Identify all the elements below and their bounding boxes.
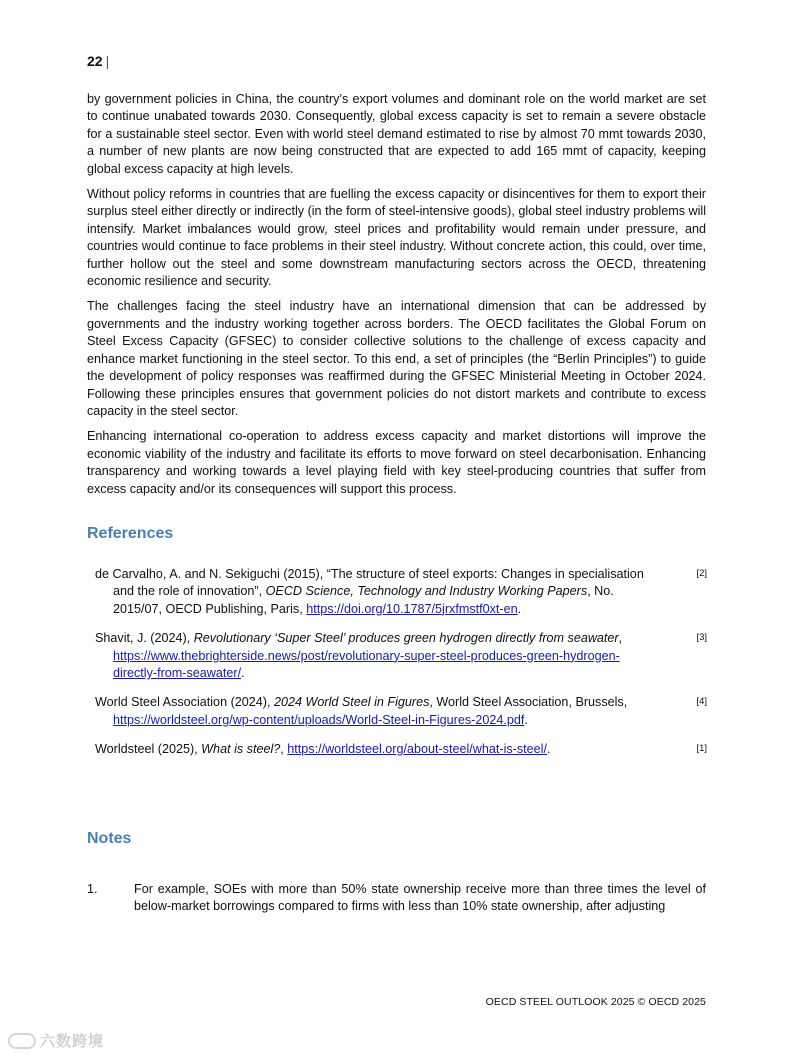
- reference-title: Revolutionary ‘Super Steel’ produces green hydrogen directly from seawater: [193, 631, 619, 646]
- reference-title: OECD Science, Technology and Industry Working Papers: [265, 584, 588, 599]
- reference-item: [95, 741, 707, 758]
- reference-end: .: [524, 712, 528, 727]
- watermark-logo-icon: [8, 1033, 36, 1049]
- references-heading: References: [87, 525, 174, 542]
- reference-item: [95, 630, 707, 682]
- reference-link[interactable]: https://worldsteel.org/about-steel/what-is-steel/: [287, 742, 547, 757]
- reference-tail: , World Steel Association, Brussels,: [429, 695, 628, 710]
- reference-number: [2]: [696, 568, 707, 579]
- page-number: [87, 53, 109, 69]
- reference-number: [1]: [696, 743, 707, 755]
- notes-list: [87, 881, 706, 916]
- reference-lead: Worldsteel (2025),: [95, 742, 202, 757]
- references-list: [95, 566, 707, 771]
- page-number-separator: |: [105, 53, 110, 69]
- body-paragraph: by government policies in China, the country’s export volumes and dominant role on the world market are set to continue unabated towards 2030. Consequently, global excess capacity is set to remain a severe obstacle for a sustainable steel sector. Even with world steel demand estimated to rise by almost 70 mmt towards 2030, a number of new plants are now being constructed that are expected to add 165 mmt of capacity, keeping global excess capacity at high levels.: [87, 92, 706, 176]
- reference-item: [95, 694, 707, 729]
- body-paragraph: Enhancing international co-operation to address excess capacity and market distortions will improve the economic viability of the industry and facilitate its efforts to move forward on steel decarbonisation. Enhancing transparency and working towards a level playing field with key steel-producing countries that suffer from excess capacity and/or its consequences will support this process.: [87, 429, 706, 496]
- reference-link[interactable]: https://doi.org/10.1787/5jrxfmstf0xt-en: [306, 601, 518, 616]
- note-number: 1.: [87, 882, 98, 896]
- body-text: [87, 91, 706, 506]
- reference-end: .: [517, 601, 522, 616]
- watermark-text: 六数跨境: [40, 1033, 105, 1050]
- reference-title: What is steel?: [201, 742, 281, 757]
- reference-lead: de Carvalho, A. and N. Sekiguchi (2015), “The structure of steel exports: Changes in specialisation and the role of innovation”,: [95, 567, 644, 599]
- reference-lead: Shavit, J. (2024),: [95, 631, 194, 646]
- reference-lead: World Steel Association (2024),: [95, 695, 274, 710]
- reference-tail: ,: [618, 631, 623, 646]
- notes-heading: Notes: [87, 830, 132, 847]
- reference-end: .: [241, 666, 245, 681]
- reference-tail: ,: [280, 742, 288, 757]
- reference-link[interactable]: https://www.thebrighterside.news/post/revolutionary-super-steel-produces-green-hydrogen-directly-from-seawater/: [113, 648, 620, 681]
- body-paragraph: The challenges facing the steel industry have an international dimension that can be addressed by governments and the industry working together across borders. The OECD facilitates the Global Forum on Steel Excess Capacity (GFSEC) to consider collective solutions to the challenge of excess capacity and enhance market functioning in the steel sector. To this end, a set of principles (the “Berlin Principles”) to guide the development of policy responses was reaffirmed during the GFSEC Ministerial Meeting in October 2024. Following these principles ensures that government policies do not distort markets and contribute to excess capacity in the steel sector.: [87, 299, 706, 418]
- reference-number: [4]: [696, 696, 707, 708]
- page-number-value: 22: [87, 53, 103, 69]
- reference-number: [3]: [696, 632, 707, 644]
- page-footer: OECD STEEL OUTLOOK 2025 © OECD 2025: [485, 996, 706, 1008]
- reference-end: .: [546, 742, 551, 757]
- watermark: [8, 1030, 104, 1051]
- reference-link[interactable]: https://worldsteel.org/wp-content/uploads/World-Steel-in-Figures-2024.pdf: [113, 712, 525, 727]
- note-item: [87, 881, 706, 916]
- reference-item: [95, 566, 707, 618]
- body-paragraph: Without policy reforms in countries that are fuelling the excess capacity or disincentives for them to export their surplus steel either directly or indirectly (in the form of steel-intensive goods), global steel industry problems will intensify. Market imbalances would grow, steel prices and profitability would remain under pressure, and countries would continue to face problems in their steel industry. Without concrete action, this could, over time, further hollow out the steel and some downstream manufacturing sectors across the OECD, threatening economic resilience and security.: [87, 187, 706, 289]
- note-text: For example, SOEs with more than 50% state ownership receive more than three times the level of below-market borrowings compared to firms with less than 10% state ownership, after adjusting: [134, 882, 706, 914]
- reference-title: 2024 World Steel in Figures: [273, 695, 430, 710]
- reference-tail: , No. 2015/07, OECD Publishing, Paris,: [113, 584, 614, 616]
